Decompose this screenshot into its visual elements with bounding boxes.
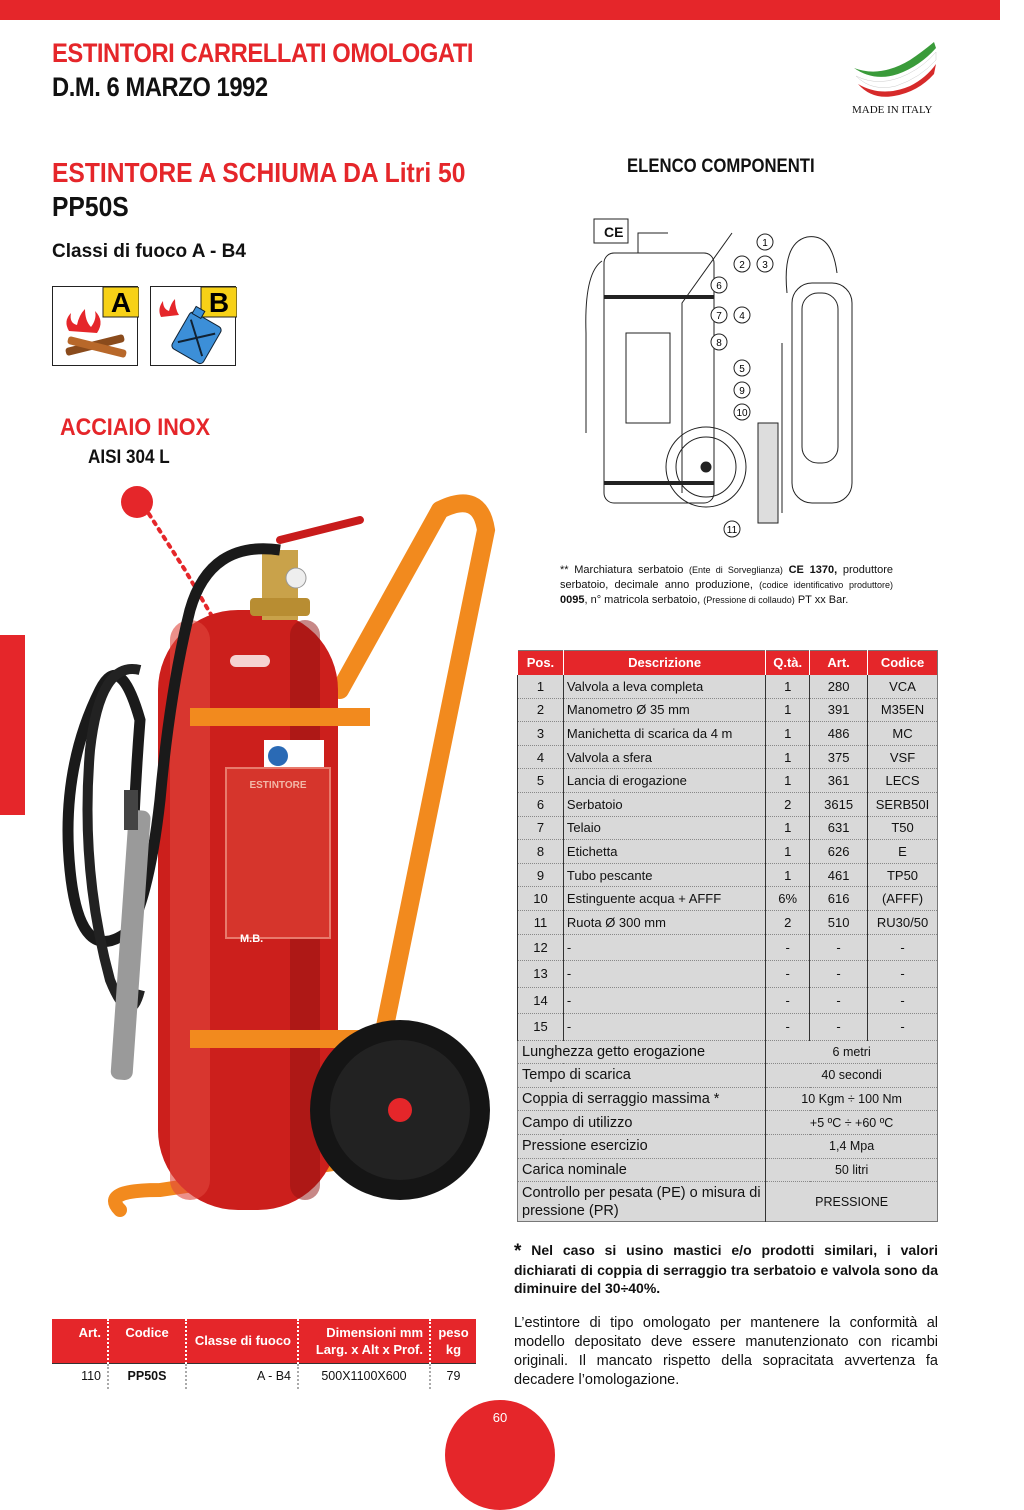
cell-art: - [810,961,868,988]
cell-qta: 1 [766,816,810,840]
cell-descrizione: Manichetta di scarica da 4 m [563,722,765,746]
side-red-tab [0,635,25,815]
callout-2: 2 [739,260,745,271]
cell-descrizione: - [563,961,765,988]
cell-art: 631 [810,816,868,840]
spec-row [518,1064,938,1088]
spec-value: 6 metri [766,1040,938,1064]
component-row [518,887,938,911]
title-line-1: ESTINTORI CARRELLATI OMOLOGATI [52,38,474,68]
note-part-3: CE 1370, [788,564,838,576]
cell-pos: 8 [518,840,564,864]
component-row [518,769,938,793]
cell-pos: 6 [518,792,564,816]
prod-classe: A - B4 [186,1363,298,1389]
cell-pos: 5 [518,769,564,793]
component-row [518,1014,938,1041]
cell-descrizione: Etichetta [563,840,765,864]
cell-qta: 1 [766,675,810,699]
cell-codice: - [868,961,938,988]
material-grade: AISI 304 L [88,447,170,468]
cell-art: 391 [810,698,868,722]
cell-descrizione: Manometro Ø 35 mm [563,698,765,722]
cell-descrizione: - [563,987,765,1014]
prod-peso: 79 [430,1363,476,1389]
component-row [518,698,938,722]
cell-codice: E [868,840,938,864]
note-part-9: PT xx Bar. [797,594,849,606]
callout-3: 3 [762,260,768,271]
cell-descrizione: Valvola a sfera [563,745,765,769]
cell-pos: 4 [518,745,564,769]
cell-qta: - [766,961,810,988]
cell-qta: - [766,987,810,1014]
product-table [52,1319,476,1389]
cell-art: - [810,934,868,961]
cell-codice: VCA [868,675,938,699]
prod-dimensioni: 500X1100X600 [298,1363,430,1389]
component-row [518,722,938,746]
ce-mark: CE [604,224,624,240]
cell-qta: 1 [766,722,810,746]
cell-qta: 2 [766,910,810,934]
component-row [518,745,938,769]
cell-descrizione: - [563,1014,765,1041]
prod-col-classe: Classe di fuoco [186,1319,298,1363]
prod-col-peso: peso kg [430,1319,476,1363]
col-codice: Codice [868,651,938,675]
title-line-2: D.M. 6 MARZO 1992 [52,72,268,102]
cell-descrizione: Valvola a leva completa [563,675,765,699]
col-qta: Q.tà. [766,651,810,675]
component-row [518,792,938,816]
cell-descrizione: Telaio [563,816,765,840]
top-red-bar [0,0,1000,20]
cell-art: 361 [810,769,868,793]
spec-row [518,1087,938,1111]
cell-qta: 1 [766,745,810,769]
note-part-4: produttore serbatoio, decimale anno produzione, [560,564,894,591]
cell-descrizione: Lancia di erogazione [563,769,765,793]
cell-art: 280 [810,675,868,699]
cell-qta: - [766,1014,810,1041]
cell-qta: 1 [766,769,810,793]
note-part-8: (Pressione di collaudo) [703,595,795,605]
spec-label: Campo di utilizzo [518,1111,766,1135]
extinguisher-photo [40,470,510,1260]
cell-pos: 9 [518,863,564,887]
cell-art: - [810,987,868,1014]
class-a-letter: A [110,287,132,318]
cell-art: 616 [810,887,868,911]
footnote-text: Nel caso si usino mastici e/o prodotti similari, i valori dichiarati di coppia di serraggio tra serbatoio e valvola sono da diminuire del 30÷40%. [514,1242,938,1296]
cell-pos: 13 [518,961,564,988]
italy-flag-logo [850,38,942,102]
spec-label: Tempo di scarica [518,1064,766,1088]
cell-descrizione: Serbatoio [563,792,765,816]
col-descrizione: Descrizione [563,651,765,675]
prod-col-codice: Codice [108,1319,186,1363]
spec-value: 1,4 Mpa [766,1134,938,1158]
cell-art: 626 [810,840,868,864]
spec-row [518,1040,938,1064]
component-row [518,863,938,887]
cell-pos: 14 [518,987,564,1014]
cell-descrizione: Estinguente acqua + AFFF [563,887,765,911]
spec-value: +5 ºC ÷ +60 ºC [766,1111,938,1135]
label-brand: M.B. [240,933,264,945]
note-part-6: 0095 [560,594,585,606]
cell-art: 375 [810,745,868,769]
component-row [518,934,938,961]
callout-7: 7 [716,311,722,322]
cell-art: 486 [810,722,868,746]
prod-art: 110 [52,1363,108,1389]
product-code: PP50S [52,191,129,222]
cell-codice: TP50 [868,863,938,887]
cell-codice: RU30/50 [868,910,938,934]
cell-qta: - [766,934,810,961]
cell-art: 461 [810,863,868,887]
product-header-row [52,1319,476,1363]
note-part-5: (codice identificativo produttore) [759,580,893,590]
cell-qta: 1 [766,840,810,864]
spec-row [518,1158,938,1182]
cell-qta: 6% [766,887,810,911]
cell-pos: 7 [518,816,564,840]
footnote-star: * [514,1241,522,1262]
cell-pos: 1 [518,675,564,699]
spec-label: Controllo per pesata (PE) o misura di pressione (PR) [518,1182,766,1222]
spec-value: 10 Kgm ÷ 100 Nm [766,1087,938,1111]
spec-label: Coppia di serraggio massima * [518,1087,766,1111]
cell-descrizione: Ruota Ø 300 mm [563,910,765,934]
cell-codice: MC [868,722,938,746]
spec-row [518,1134,938,1158]
made-in-italy: MADE IN ITALY [852,104,933,116]
cell-pos: 2 [518,698,564,722]
label-title: ESTINTORE [249,780,307,791]
page-number: 60 [492,1410,508,1425]
callout-6: 6 [716,281,722,292]
spec-row [518,1182,938,1222]
components-diagram [582,213,857,543]
spec-label: Pressione esercizio [518,1134,766,1158]
fire-classes-label: Classi di fuoco A - B4 [52,241,246,262]
fire-class-a-icon [52,286,138,366]
cell-descrizione: Tubo pescante [563,863,765,887]
component-row [518,816,938,840]
product-name: ESTINTORE A SCHIUMA DA Litri 50 [52,157,466,188]
product-row [52,1363,476,1389]
cell-qta: 1 [766,698,810,722]
torque-footnote [514,1241,938,1297]
cell-pos: 3 [518,722,564,746]
tank-marking-note [560,563,893,608]
spec-label: Lunghezza getto erogazione [518,1040,766,1064]
components-table [517,650,938,1222]
cell-qta: 2 [766,792,810,816]
component-row [518,910,938,934]
col-pos: Pos. [518,651,564,675]
cell-descrizione: - [563,934,765,961]
cell-art: 510 [810,910,868,934]
callout-4: 4 [739,311,745,322]
spec-value: 40 secondi [766,1064,938,1088]
prod-col-dimensioni: Dimensioni mm Larg. x Alt x Prof. [298,1319,430,1363]
note-part-1: ** Marchiatura serbatoio [560,564,684,576]
cell-codice: - [868,987,938,1014]
note-part-2: (Ente di Sorveglianza) [689,565,783,575]
material-title: ACCIAIO INOX [60,414,211,441]
callout-5: 5 [739,364,745,375]
cell-codice: - [868,1014,938,1041]
callout-8: 8 [716,338,722,349]
callout-10: 10 [736,408,748,419]
callout-11: 11 [726,525,738,536]
components-header-row [518,651,938,675]
cell-pos: 11 [518,910,564,934]
fire-class-b-icon [150,286,236,366]
cell-codice: (AFFF) [868,887,938,911]
cell-codice: LECS [868,769,938,793]
cell-codice: VSF [868,745,938,769]
prod-col-art: Art. [52,1319,108,1363]
spec-value: PRESSIONE [766,1182,938,1222]
spec-row [518,1111,938,1135]
note-part-7: , n° matricola serbatoio, [584,594,701,606]
callout-1: 1 [762,238,768,249]
cell-pos: 12 [518,934,564,961]
page-title [52,36,473,104]
cell-pos: 10 [518,887,564,911]
cell-codice: T50 [868,816,938,840]
cell-art: - [810,1014,868,1041]
component-row [518,675,938,699]
prod-codice: PP50S [108,1363,186,1389]
col-art: Art. [810,651,868,675]
class-b-letter: B [208,287,230,318]
cell-art: 3615 [810,792,868,816]
component-row [518,987,938,1014]
component-row [518,961,938,988]
cell-codice: M35EN [868,698,938,722]
cell-pos: 15 [518,1014,564,1041]
spec-value: 50 litri [766,1158,938,1182]
spec-label: Carica nominale [518,1158,766,1182]
components-heading: ELENCO COMPONENTI [627,156,815,177]
homologation-paragraph: L’estintore di tipo omologato per mantenere la conformità al modello depositato deve essere manutenzionato con ricambi originali. Il mancato rispetto della sopracitata avvertenza fa decadere l’omologazione. [514,1315,938,1388]
component-row [518,840,938,864]
callout-9: 9 [739,386,745,397]
product-title [52,156,465,224]
cell-qta: 1 [766,863,810,887]
cell-codice: - [868,934,938,961]
cell-codice: SERB50I [868,792,938,816]
